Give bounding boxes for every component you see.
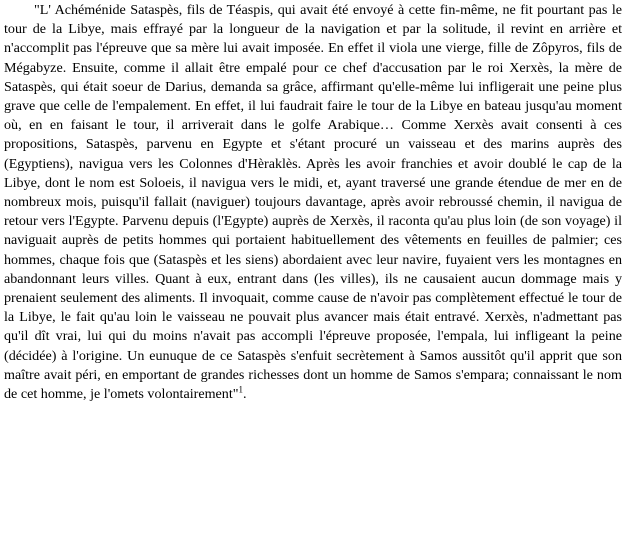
paragraph-end-punctuation: . — [243, 386, 247, 403]
footnote-marker[interactable]: 1 — [238, 384, 244, 395]
quoted-paragraph — [4, 1, 622, 404]
paragraph-text: "L' Achéménide Sataspès, fils de Téaspis, qui avait été envoyé à cette fin-même, ne fit pourtant pas le tour de la Libye, mais effrayé par la longueur de la navigation et par la solitude, il revint en arrière et n'accomplit pas l'épreuve que sa mère lui avait imposée. En effet il viola une vierge, fille de Zôpyros, fils de Mégabyze. Ensuite, comme il allait être empalé pour ce chef d'accusation par le roi Xerxès, la mère de Sataspès, qui était soeur de Darius, demanda sa grâce, affirmant qu'elle-même lui infligerait une peine plus grave que celle de l'empalement. En effet, il lui faudrait faire le tour de la Libye en bateau jusqu'au moment où, en en faisant le tour, il arriverait dans le golfe Arabique… Comme Xerxès avait consenti à ces propositions, Sataspès, parvenu en Egypte et s'étant procuré un vaisseau et des marins auprès des (Egyptiens), navigua vers les Colonnes d'Hèraklès. Après les avoir franchies et avoir doublé le cap de la Libye, dont le nom est Soloeis, il navigua vers le midi, et, ayant traversé une grande étendue de mer en de nombreux mois, puisqu'il fallait (naviguer) toujours davantage, après avoir rebroussé chemin, il navigua de retour vers l'Egypte. Parvenu depuis (l'Egypte) auprès de Xerxès, il raconta qu'au plus loin (de son voyage) il naviguait auprès de petits hommes qui portaient habituellement des vêtements en feuilles de palmier; ces hommes, chaque fois que (Sataspès et les siens) abordaient avec leur navire, fuyaient vers les montagnes en abandonnant leurs villes. Quant à eux, entrant dans (les villes), ils ne causaient aucun dommage mais y prenaient seulement des aliments. Il invoquait, comme cause de n'avoir pas complètement effectué le tour de la Libye, le fait qu'au loin le vaisseau ne pouvait plus avancer mais était entravé. Xerxès, n'admettant pas qu'il dît vrai, lui qui du moins n'avait pas accompli l'épreuve proposée, l'empala, lui infligeant la peine (décidée) à l'origine. Un eunuque de ce Sataspès s'enfuit secrètement à Samos aussitôt qu'il apprit que son maître avait péri, en emportant de grandes richesses dont un homme de Samos s'empara; connaissant le nom de cet homme, je l'omets volontairement" — [4, 2, 622, 403]
document-page — [4, 0, 622, 534]
